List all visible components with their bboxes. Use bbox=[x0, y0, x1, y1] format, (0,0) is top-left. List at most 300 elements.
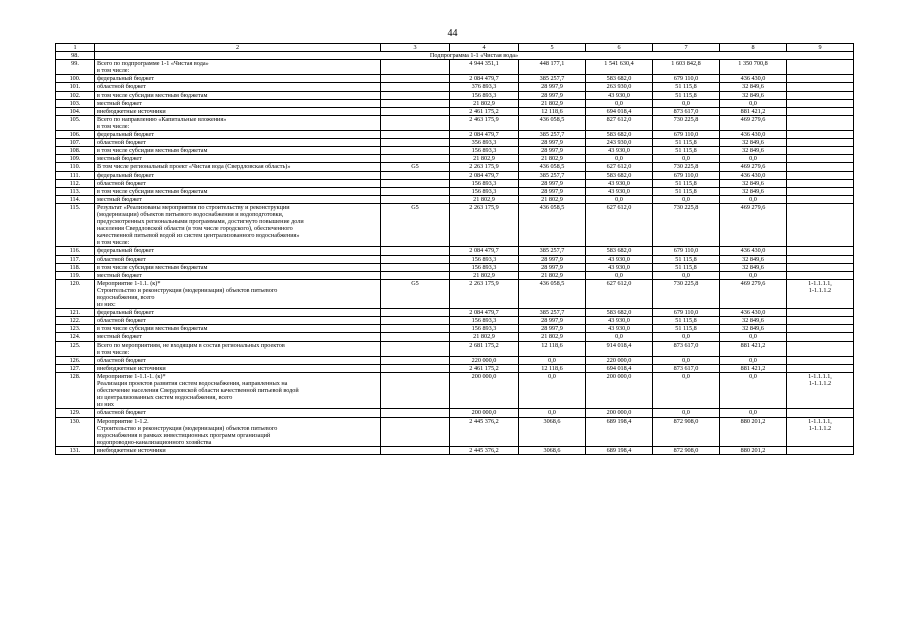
row-total: 156 893,3 bbox=[450, 325, 519, 333]
header-cell: 1 bbox=[56, 44, 95, 52]
row-value-col7: 0,0 bbox=[653, 195, 720, 203]
page-number: 44 bbox=[447, 28, 458, 39]
row-code bbox=[381, 309, 450, 317]
row-value-col7: 730 225,8 bbox=[653, 279, 720, 308]
row-value-col8: 469 279,6 bbox=[720, 203, 787, 247]
header-cell: 7 bbox=[653, 44, 720, 52]
row-name: Результат «Реализованы мероприятия по строительству и реконструкции (модернизации) объектов питьевого водоснабжения и водоподготовки, предусмотренных региональными программами, достигнуто повышение доли населения Свердловской области (в том числе городского), обеспеченного качественной питьевой водой из систем централизованного водоснабжения» в том числе: bbox=[95, 203, 381, 247]
row-value-col7: 679 110,0 bbox=[653, 171, 720, 179]
subprogram-row bbox=[56, 52, 854, 60]
table-row bbox=[56, 317, 854, 325]
row-number: 131. bbox=[56, 446, 95, 454]
row-code bbox=[381, 179, 450, 187]
row-value-col7: 51 115,8 bbox=[653, 325, 720, 333]
row-name: областной бюджет bbox=[95, 409, 381, 417]
header-cell: 6 bbox=[586, 44, 653, 52]
table-row bbox=[56, 263, 854, 271]
row-target bbox=[787, 263, 854, 271]
row-value-col6: 627 612,0 bbox=[586, 279, 653, 308]
row-total: 21 802,9 bbox=[450, 195, 519, 203]
row-value-col5: 28 997,9 bbox=[519, 83, 586, 91]
row-code bbox=[381, 171, 450, 179]
row-target bbox=[787, 163, 854, 171]
row-target bbox=[787, 409, 854, 417]
table-row bbox=[56, 60, 854, 75]
row-value-col7: 0,0 bbox=[653, 372, 720, 408]
row-target bbox=[787, 107, 854, 115]
table-row bbox=[56, 83, 854, 91]
row-name: Мероприятие 1-1.2. Строительство и реконструкция (модернизация) объектов питьевого водоснабжения в рамках инвестиционных программ организаций водопроводно-канализационного хозяйства bbox=[95, 417, 381, 446]
row-total: 156 893,3 bbox=[450, 147, 519, 155]
row-number: 128. bbox=[56, 372, 95, 408]
row-value-col6: 627 612,0 bbox=[586, 163, 653, 171]
row-target bbox=[787, 255, 854, 263]
row-target bbox=[787, 147, 854, 155]
row-value-col5: 385 257,7 bbox=[519, 131, 586, 139]
row-value-col8: 0,0 bbox=[720, 195, 787, 203]
row-value-col6: 243 930,0 bbox=[586, 139, 653, 147]
row-value-col6: 43 930,0 bbox=[586, 325, 653, 333]
row-value-col8: 32 849,6 bbox=[720, 263, 787, 271]
row-name: Мероприятие 1-1.1-1. (к)* Реализация проектов развития систем водоснабжения, направленных на обеспечение населения Свердловской области качественной питьевой водой из централизованных систем водоснабжения, всего из них bbox=[95, 372, 381, 408]
table-row bbox=[56, 255, 854, 263]
row-value-col7: 679 110,0 bbox=[653, 75, 720, 83]
row-value-col8: 0,0 bbox=[720, 372, 787, 408]
row-value-col7: 0,0 bbox=[653, 356, 720, 364]
table-row bbox=[56, 417, 854, 446]
row-number: 116. bbox=[56, 247, 95, 255]
row-number: 100. bbox=[56, 75, 95, 83]
row-value-col5: 385 257,7 bbox=[519, 171, 586, 179]
row-number: 102. bbox=[56, 91, 95, 99]
row-code bbox=[381, 417, 450, 446]
table-row bbox=[56, 446, 854, 454]
row-value-col5: 12 118,6 bbox=[519, 364, 586, 372]
row-number: 101. bbox=[56, 83, 95, 91]
row-value-col7: 730 225,8 bbox=[653, 115, 720, 130]
row-name: областной бюджет bbox=[95, 317, 381, 325]
row-name: областной бюджет bbox=[95, 139, 381, 147]
row-name: областной бюджет bbox=[95, 179, 381, 187]
row-code bbox=[381, 99, 450, 107]
funding-table bbox=[55, 43, 854, 455]
row-value-col8: 0,0 bbox=[720, 333, 787, 341]
row-name: внебюджетные источники bbox=[95, 364, 381, 372]
table-row bbox=[56, 409, 854, 417]
table-row bbox=[56, 187, 854, 195]
row-value-col5: 28 997,9 bbox=[519, 139, 586, 147]
row-target bbox=[787, 333, 854, 341]
row-value-col5: 28 997,9 bbox=[519, 179, 586, 187]
row-total: 156 893,3 bbox=[450, 91, 519, 99]
row-code bbox=[381, 372, 450, 408]
row-value-col8: 0,0 bbox=[720, 409, 787, 417]
row-value-col5: 385 257,7 bbox=[519, 309, 586, 317]
row-target bbox=[787, 317, 854, 325]
row-value-col6: 0,0 bbox=[586, 333, 653, 341]
row-value-col5: 21 802,9 bbox=[519, 271, 586, 279]
header-cell: 5 bbox=[519, 44, 586, 52]
row-value-col5: 21 802,9 bbox=[519, 195, 586, 203]
row-number: 119. bbox=[56, 271, 95, 279]
row-total: 2 263 175,9 bbox=[450, 203, 519, 247]
row-value-col5: 436 058,5 bbox=[519, 115, 586, 130]
table-row bbox=[56, 91, 854, 99]
row-value-col6: 694 018,4 bbox=[586, 364, 653, 372]
header-cell: 8 bbox=[720, 44, 787, 52]
row-value-col7: 730 225,8 bbox=[653, 163, 720, 171]
row-code bbox=[381, 60, 450, 75]
row-value-col7: 51 115,8 bbox=[653, 187, 720, 195]
row-target bbox=[787, 356, 854, 364]
row-name: в том числе субсидии местным бюджетам bbox=[95, 263, 381, 271]
subprogram-number: 98. bbox=[56, 52, 95, 60]
row-value-col5: 436 058,5 bbox=[519, 163, 586, 171]
row-total: 2 263 175,9 bbox=[450, 279, 519, 308]
table-row bbox=[56, 139, 854, 147]
row-name: областной бюджет bbox=[95, 83, 381, 91]
row-code bbox=[381, 131, 450, 139]
row-code: G5 bbox=[381, 279, 450, 308]
row-target bbox=[787, 325, 854, 333]
row-value-col8: 32 849,6 bbox=[720, 83, 787, 91]
row-total: 156 893,3 bbox=[450, 179, 519, 187]
row-name: федеральный бюджет bbox=[95, 309, 381, 317]
row-number: 122. bbox=[56, 317, 95, 325]
row-code bbox=[381, 364, 450, 372]
row-value-col6: 43 930,0 bbox=[586, 263, 653, 271]
header-cell: 3 bbox=[381, 44, 450, 52]
row-number: 123. bbox=[56, 325, 95, 333]
row-value-col8: 436 430,0 bbox=[720, 131, 787, 139]
row-target bbox=[787, 446, 854, 454]
row-code bbox=[381, 107, 450, 115]
row-value-col5: 448 177,1 bbox=[519, 60, 586, 75]
row-value-col6: 0,0 bbox=[586, 271, 653, 279]
row-value-col5: 21 802,9 bbox=[519, 155, 586, 163]
row-number: 105. bbox=[56, 115, 95, 130]
row-value-col8: 436 430,0 bbox=[720, 75, 787, 83]
row-value-col7: 0,0 bbox=[653, 155, 720, 163]
row-total: 156 893,3 bbox=[450, 187, 519, 195]
row-value-col6: 689 198,4 bbox=[586, 446, 653, 454]
row-value-col8: 32 849,6 bbox=[720, 187, 787, 195]
row-code bbox=[381, 147, 450, 155]
row-value-col7: 51 115,8 bbox=[653, 263, 720, 271]
row-code bbox=[381, 91, 450, 99]
row-target bbox=[787, 271, 854, 279]
row-value-col8: 32 849,6 bbox=[720, 147, 787, 155]
table-body bbox=[56, 44, 854, 455]
row-value-col5: 3068,6 bbox=[519, 417, 586, 446]
row-target bbox=[787, 341, 854, 356]
row-target bbox=[787, 115, 854, 130]
table-row bbox=[56, 333, 854, 341]
row-value-col6: 583 682,0 bbox=[586, 247, 653, 255]
row-value-col8: 1 350 700,8 bbox=[720, 60, 787, 75]
row-value-col7: 51 115,8 bbox=[653, 317, 720, 325]
row-value-col7: 730 225,8 bbox=[653, 203, 720, 247]
row-number: 129. bbox=[56, 409, 95, 417]
row-target: 1-1.1.1.1, 1-1.1.1.2 bbox=[787, 372, 854, 408]
row-value-col7: 0,0 bbox=[653, 271, 720, 279]
row-value-col7: 51 115,8 bbox=[653, 255, 720, 263]
row-value-col7: 51 115,8 bbox=[653, 91, 720, 99]
row-total: 200 000,0 bbox=[450, 409, 519, 417]
row-value-col8: 469 279,6 bbox=[720, 163, 787, 171]
row-name: федеральный бюджет bbox=[95, 75, 381, 83]
row-number: 113. bbox=[56, 187, 95, 195]
row-value-col7: 0,0 bbox=[653, 99, 720, 107]
row-value-col6: 583 682,0 bbox=[586, 309, 653, 317]
row-value-col6: 43 930,0 bbox=[586, 179, 653, 187]
row-target bbox=[787, 179, 854, 187]
row-target: 1-1.1.1.1, 1-1.1.1.2 bbox=[787, 279, 854, 308]
row-value-col7: 873 617,0 bbox=[653, 364, 720, 372]
header-cell: 2 bbox=[95, 44, 381, 52]
row-target bbox=[787, 247, 854, 255]
row-value-col5: 21 802,9 bbox=[519, 333, 586, 341]
row-code bbox=[381, 247, 450, 255]
table-row bbox=[56, 364, 854, 372]
row-value-col7: 679 110,0 bbox=[653, 131, 720, 139]
row-name: в том числе субсидии местным бюджетам bbox=[95, 325, 381, 333]
row-total: 21 802,9 bbox=[450, 155, 519, 163]
row-name: в том числе субсидии местным бюджетам bbox=[95, 147, 381, 155]
row-value-col8: 0,0 bbox=[720, 356, 787, 364]
row-number: 110. bbox=[56, 163, 95, 171]
row-value-col6: 827 612,0 bbox=[586, 115, 653, 130]
row-name: Всего по подпрограмме 1-1 «Чистая вода» в том числе: bbox=[95, 60, 381, 75]
row-value-col7: 0,0 bbox=[653, 409, 720, 417]
row-number: 124. bbox=[56, 333, 95, 341]
row-value-col7: 0,0 bbox=[653, 333, 720, 341]
row-value-col5: 0,0 bbox=[519, 409, 586, 417]
row-value-col8: 881 421,2 bbox=[720, 107, 787, 115]
row-value-col6: 43 930,0 bbox=[586, 91, 653, 99]
table-row bbox=[56, 171, 854, 179]
row-code: G5 bbox=[381, 163, 450, 171]
row-total: 156 893,3 bbox=[450, 317, 519, 325]
row-value-col5: 28 997,9 bbox=[519, 263, 586, 271]
row-value-col5: 385 257,7 bbox=[519, 247, 586, 255]
row-value-col6: 43 930,0 bbox=[586, 187, 653, 195]
row-value-col8: 32 849,6 bbox=[720, 325, 787, 333]
row-name: областной бюджет bbox=[95, 356, 381, 364]
row-value-col6: 263 930,0 bbox=[586, 83, 653, 91]
row-number: 126. bbox=[56, 356, 95, 364]
row-value-col6: 43 930,0 bbox=[586, 147, 653, 155]
table-row bbox=[56, 195, 854, 203]
row-number: 106. bbox=[56, 131, 95, 139]
row-value-col5: 12 118,6 bbox=[519, 107, 586, 115]
row-value-col7: 51 115,8 bbox=[653, 83, 720, 91]
row-total: 2 084 479,7 bbox=[450, 131, 519, 139]
row-number: 109. bbox=[56, 155, 95, 163]
header-cell: 9 bbox=[787, 44, 854, 52]
row-target bbox=[787, 99, 854, 107]
row-value-col6: 0,0 bbox=[586, 155, 653, 163]
row-target bbox=[787, 91, 854, 99]
row-name: местный бюджет bbox=[95, 333, 381, 341]
row-number: 104. bbox=[56, 107, 95, 115]
row-number: 114. bbox=[56, 195, 95, 203]
row-total: 21 802,9 bbox=[450, 271, 519, 279]
table-row bbox=[56, 203, 854, 247]
row-target bbox=[787, 75, 854, 83]
table-row bbox=[56, 356, 854, 364]
row-code bbox=[381, 271, 450, 279]
row-code bbox=[381, 341, 450, 356]
row-value-col8: 880 201,2 bbox=[720, 446, 787, 454]
table-row bbox=[56, 147, 854, 155]
row-target bbox=[787, 155, 854, 163]
row-number: 120. bbox=[56, 279, 95, 308]
row-number: 99. bbox=[56, 60, 95, 75]
row-number: 118. bbox=[56, 263, 95, 271]
row-total: 356 893,3 bbox=[450, 139, 519, 147]
row-total: 2 445 376,2 bbox=[450, 446, 519, 454]
row-code bbox=[381, 356, 450, 364]
row-target bbox=[787, 195, 854, 203]
row-number: 121. bbox=[56, 309, 95, 317]
row-name: Мероприятие 1-1.1. (к)* Строительство и реконструкция (модернизация) объектов питьевого водоснабжения, всего из них: bbox=[95, 279, 381, 308]
row-value-col5: 28 997,9 bbox=[519, 187, 586, 195]
row-target bbox=[787, 364, 854, 372]
row-target: 1-1.1.1.1, 1-1.1.1.2 bbox=[787, 417, 854, 446]
row-code bbox=[381, 195, 450, 203]
row-value-col6: 583 682,0 bbox=[586, 75, 653, 83]
row-target bbox=[787, 171, 854, 179]
row-code bbox=[381, 333, 450, 341]
row-value-col8: 0,0 bbox=[720, 271, 787, 279]
row-total: 21 802,9 bbox=[450, 333, 519, 341]
row-value-col8: 32 849,6 bbox=[720, 317, 787, 325]
row-value-col6: 583 682,0 bbox=[586, 171, 653, 179]
row-name: местный бюджет bbox=[95, 271, 381, 279]
row-value-col8: 881 421,2 bbox=[720, 341, 787, 356]
row-value-col5: 0,0 bbox=[519, 356, 586, 364]
row-value-col5: 3068,6 bbox=[519, 446, 586, 454]
row-value-col7: 873 617,0 bbox=[653, 107, 720, 115]
row-total: 21 802,9 bbox=[450, 99, 519, 107]
row-code bbox=[381, 263, 450, 271]
row-code bbox=[381, 115, 450, 130]
row-value-col5: 12 118,6 bbox=[519, 341, 586, 356]
row-name: федеральный бюджет bbox=[95, 171, 381, 179]
row-name: местный бюджет bbox=[95, 155, 381, 163]
row-value-col7: 1 603 842,8 bbox=[653, 60, 720, 75]
row-value-col6: 200 000,0 bbox=[586, 409, 653, 417]
row-total: 2 084 479,7 bbox=[450, 171, 519, 179]
row-number: 103. bbox=[56, 99, 95, 107]
row-code bbox=[381, 325, 450, 333]
row-value-col5: 385 257,7 bbox=[519, 75, 586, 83]
row-value-col8: 32 849,6 bbox=[720, 179, 787, 187]
row-value-col7: 51 115,8 bbox=[653, 179, 720, 187]
row-target bbox=[787, 60, 854, 75]
row-value-col6: 914 018,4 bbox=[586, 341, 653, 356]
row-value-col5: 0,0 bbox=[519, 372, 586, 408]
row-number: 111. bbox=[56, 171, 95, 179]
table-row bbox=[56, 107, 854, 115]
row-value-col8: 881 421,2 bbox=[720, 364, 787, 372]
row-total: 2 084 479,7 bbox=[450, 309, 519, 317]
row-total: 376 893,3 bbox=[450, 83, 519, 91]
table-row bbox=[56, 279, 854, 308]
row-code bbox=[381, 155, 450, 163]
row-total: 2 084 479,7 bbox=[450, 247, 519, 255]
row-value-col8: 0,0 bbox=[720, 99, 787, 107]
row-name: местный бюджет bbox=[95, 195, 381, 203]
row-value-col6: 694 018,4 bbox=[586, 107, 653, 115]
row-value-col8: 32 849,6 bbox=[720, 255, 787, 263]
row-code bbox=[381, 255, 450, 263]
row-value-col8: 469 279,6 bbox=[720, 279, 787, 308]
row-value-col5: 28 997,9 bbox=[519, 91, 586, 99]
row-target bbox=[787, 187, 854, 195]
table-row bbox=[56, 99, 854, 107]
row-value-col8: 469 279,6 bbox=[720, 115, 787, 130]
row-value-col6: 689 198,4 bbox=[586, 417, 653, 446]
row-target bbox=[787, 139, 854, 147]
row-total: 2 463 175,9 bbox=[450, 115, 519, 130]
row-total: 220 000,0 bbox=[450, 356, 519, 364]
row-value-col6: 0,0 bbox=[586, 99, 653, 107]
row-value-col5: 436 058,5 bbox=[519, 279, 586, 308]
row-value-col6: 43 930,0 bbox=[586, 255, 653, 263]
row-value-col6: 1 541 630,4 bbox=[586, 60, 653, 75]
row-name: Всего по мероприятиям, не входящим в состав региональных проектов в том числе: bbox=[95, 341, 381, 356]
row-total: 2 461 175,2 bbox=[450, 364, 519, 372]
table-row bbox=[56, 247, 854, 255]
row-total: 4 944 351,1 bbox=[450, 60, 519, 75]
row-value-col7: 872 908,0 bbox=[653, 417, 720, 446]
table-row bbox=[56, 155, 854, 163]
table-row bbox=[56, 163, 854, 171]
row-code bbox=[381, 83, 450, 91]
row-value-col8: 436 430,0 bbox=[720, 247, 787, 255]
row-value-col6: 583 682,0 bbox=[586, 131, 653, 139]
row-code: G5 bbox=[381, 203, 450, 247]
table-row bbox=[56, 131, 854, 139]
row-value-col7: 679 110,0 bbox=[653, 247, 720, 255]
row-value-col5: 21 802,9 bbox=[519, 99, 586, 107]
row-code bbox=[381, 75, 450, 83]
row-value-col8: 880 201,2 bbox=[720, 417, 787, 446]
row-target bbox=[787, 83, 854, 91]
row-value-col5: 28 997,9 bbox=[519, 325, 586, 333]
row-total: 200 000,0 bbox=[450, 372, 519, 408]
row-value-col5: 28 997,9 bbox=[519, 147, 586, 155]
row-value-col7: 51 115,8 bbox=[653, 147, 720, 155]
table-row bbox=[56, 179, 854, 187]
table-row bbox=[56, 372, 854, 408]
table-row bbox=[56, 341, 854, 356]
row-number: 117. bbox=[56, 255, 95, 263]
row-total: 156 893,3 bbox=[450, 255, 519, 263]
row-name: внебюджетные источники bbox=[95, 446, 381, 454]
row-total: 2 084 479,7 bbox=[450, 75, 519, 83]
row-total: 2 263 175,9 bbox=[450, 163, 519, 171]
subprogram-title: Подпрограмма 1-1 «Чистая вода» bbox=[95, 52, 854, 60]
row-name: в том числе субсидии местным бюджетам bbox=[95, 187, 381, 195]
row-name: федеральный бюджет bbox=[95, 247, 381, 255]
row-name: местный бюджет bbox=[95, 99, 381, 107]
row-total: 156 893,3 bbox=[450, 263, 519, 271]
table-row bbox=[56, 309, 854, 317]
row-name: Всего по направлению «Капитальные вложения» в том числе: bbox=[95, 115, 381, 130]
